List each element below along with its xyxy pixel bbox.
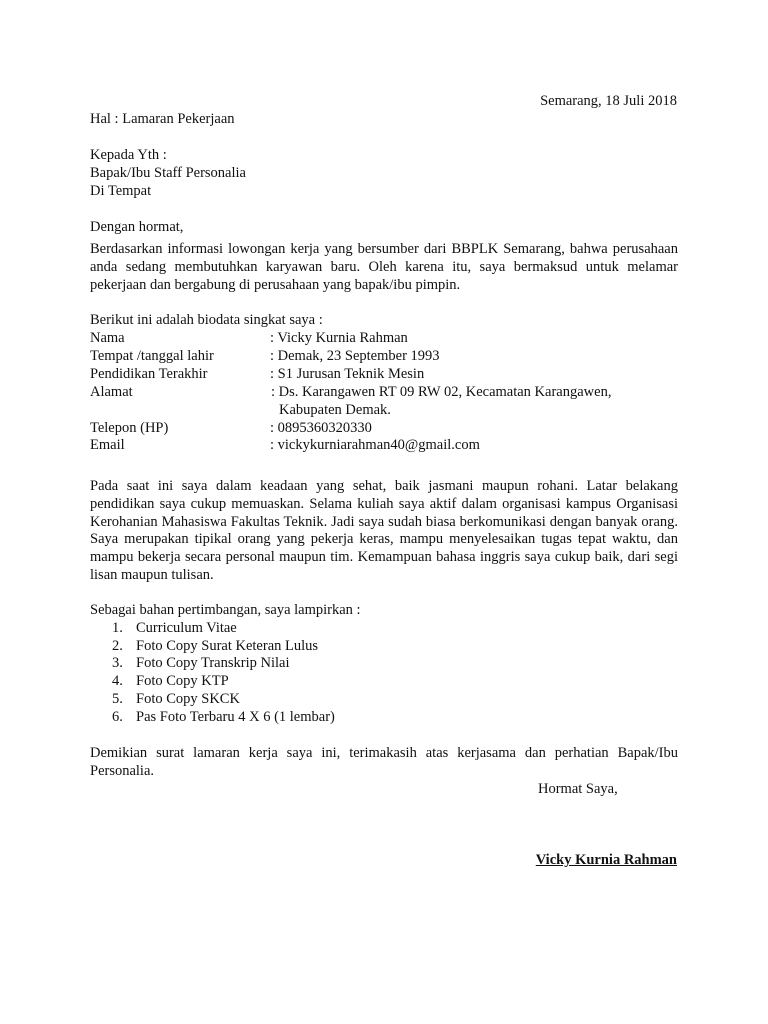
place-date: Semarang, 18 Juli 2018	[540, 93, 677, 109]
signoff: Hormat Saya,	[538, 781, 618, 797]
list-item	[112, 709, 335, 727]
closing-paragraph: Demikian surat lamaran kerja saya ini, terimakasih atas kerjasama dan perhatian Bapak/Ibu Personalia.	[90, 745, 678, 779]
signature-name: Vicky Kurnia Rahman	[535, 852, 677, 868]
list-item	[112, 620, 237, 638]
list-item	[112, 691, 240, 709]
biodata-intro: Berikut ini adalah biodata singkat saya :	[90, 312, 323, 328]
list-number: 5.	[112, 691, 123, 707]
list-text: Foto Copy KTP	[136, 673, 229, 689]
list-number: 4.	[112, 673, 123, 689]
list-number: 3.	[112, 655, 123, 671]
list-text: Foto Copy SKCK	[136, 691, 240, 707]
biodata-value: : vickykurniarahman40@gmail.com	[270, 437, 480, 453]
list-text: Pas Foto Terbaru 4 X 6 (1 lembar)	[136, 709, 335, 725]
biodata-value: Kabupaten Demak.	[279, 402, 391, 418]
biodata-row-birth	[90, 348, 690, 366]
biodata-value: : Demak, 23 September 1993	[270, 348, 440, 364]
list-text: Foto Copy Transkrip Nilai	[136, 655, 290, 671]
body-paragraph: Pada saat ini saya dalam keadaan yang sehat, baik jasmani maupun rohani. Latar belakang pendidikan saya cukup memuaskan. Selama kuliah saya aktif dalam organisasi kampus Organisasi Kerohanian Mahasiswa Fakultas Teknik. Jadi saya sudah biasa berkomunikasi dengan banyak orang. Saya merupakan tipikal orang yang pekerja keras, mampu menyelesaikan tugas tepat waktu, dan mampu bekerja secara personal maupun tim. Kemampuan bahasa inggris saya cukup baik, dari segi lisan maupun tulisan.	[90, 478, 678, 583]
biodata-row-address	[90, 384, 690, 402]
biodata-value: : Vicky Kurnia Rahman	[270, 330, 408, 346]
list-number: 6.	[112, 709, 123, 725]
subject-line: Hal : Lamaran Pekerjaan	[90, 111, 235, 127]
biodata-label: Alamat	[90, 384, 133, 400]
biodata-row-email	[90, 437, 690, 455]
attachments-intro: Sebagai bahan pertimbangan, saya lampirkan :	[90, 602, 361, 618]
recipient-line-3: Di Tempat	[90, 183, 152, 199]
list-text: Foto Copy Surat Keteran Lulus	[136, 638, 319, 654]
list-item	[112, 673, 229, 691]
recipient-line-1: Kepada Yth :	[90, 147, 167, 163]
biodata-value: : Ds. Karangawen RT 09 RW 02, Kecamatan Karangawen,	[271, 384, 612, 400]
biodata-value: : S1 Jurusan Teknik Mesin	[270, 366, 425, 382]
list-number: 2.	[112, 638, 123, 654]
biodata-row-phone	[90, 420, 690, 438]
biodata-row-education	[90, 366, 690, 384]
biodata-value: : 0895360320330	[270, 420, 372, 436]
list-item	[112, 638, 318, 656]
greeting: Dengan hormat,	[90, 219, 184, 235]
biodata-label: Tempat /tanggal lahir	[90, 348, 214, 364]
intro-paragraph: Berdasarkan informasi lowongan kerja yang bersumber dari BBPLK Semarang, bahwa perusahaan anda sedang membutuhkan karyawan baru. Oleh karena itu, saya bermaksud untuk melamar pekerjaan dan bergabung di perusahaan yang bapak/ibu pimpin.	[90, 241, 678, 293]
biodata-label: Telepon (HP)	[90, 420, 169, 436]
biodata-label: Pendidikan Terakhir	[90, 366, 208, 382]
list-number: 1.	[112, 620, 123, 636]
recipient-line-2: Bapak/Ibu Staff Personalia	[90, 165, 246, 181]
biodata-row-name	[90, 330, 690, 348]
list-item	[112, 655, 289, 673]
biodata-row-address-cont	[90, 402, 690, 420]
biodata-label: Nama	[90, 330, 125, 346]
biodata-label: Email	[90, 437, 125, 453]
list-text: Curriculum Vitae	[136, 620, 237, 636]
